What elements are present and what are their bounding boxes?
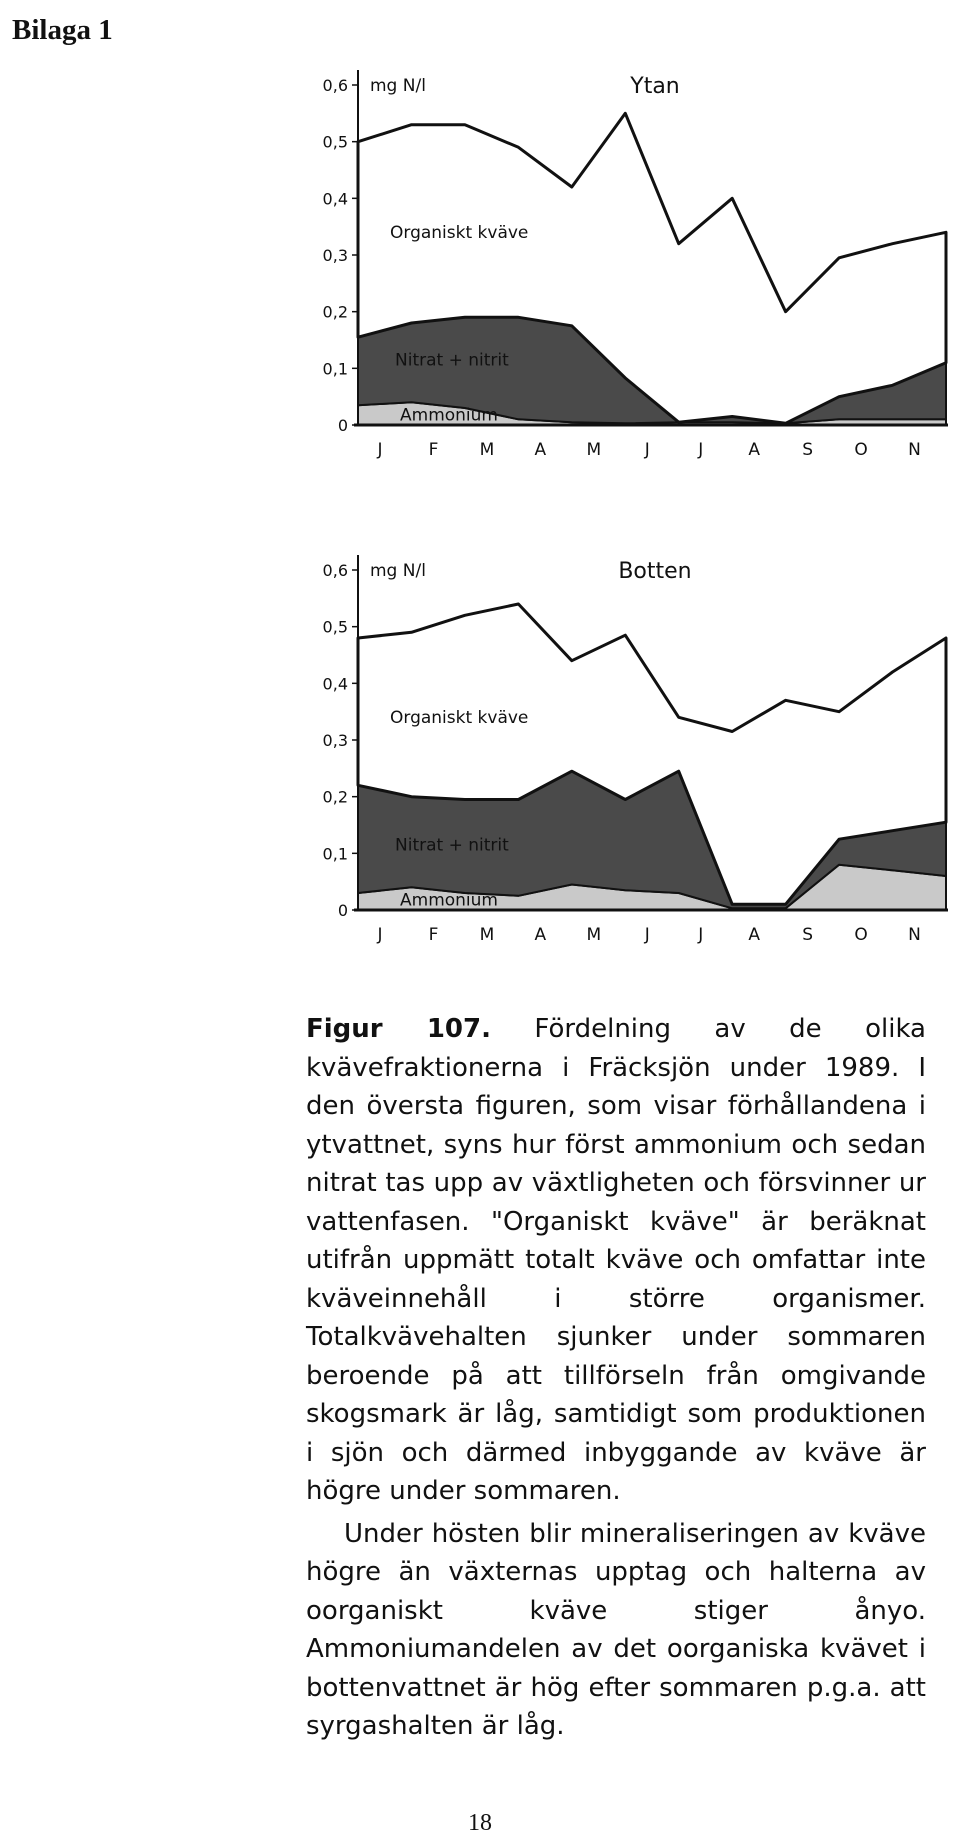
series-label-ytan-2: Nitrat + nitrit [395,350,509,371]
x-tick-label-botten-6: J [698,925,704,945]
figure-caption [306,1010,926,1746]
y-tick-label-ytan-5: 0,5 [322,132,348,152]
x-tick-label-ytan-4: M [586,440,602,460]
x-tick-label-ytan-5: J [644,440,650,460]
x-tick-label-botten-2: M [479,925,495,945]
x-tick-label-ytan-1: F [428,440,439,460]
y-tick-label-ytan-2: 0,2 [322,302,348,322]
y-tick-label-botten-6: 0,6 [322,561,348,580]
x-tick-label-botten-0: J [377,925,383,945]
page-header: Bilaga 1 [12,14,113,46]
y-axis-unit-botten: mg N/l [370,561,426,581]
page-number: 18 [468,1810,492,1836]
x-tick-label-ytan-3: A [534,440,547,460]
x-tick-label-ytan-6: J [698,440,704,460]
x-tick-label-botten-1: F [428,925,439,945]
x-tick-label-botten-3: A [534,925,547,945]
x-tick-label-ytan-9: O [854,440,868,460]
caption-paragraph-1 [306,1010,926,1511]
y-tick-label-botten-2: 0,2 [322,787,348,807]
y-tick-label-botten-3: 0,3 [322,731,348,750]
caption-paragraph-2: Under hösten blir mineraliseringen av kväve högre än växternas upptag och halterna av oorganiskt kväve stiger ånyo. Ammoniumandelen av det oorganiska kvävet i bottenvattnet är hög efter sommaren p.g.a. att syrgashalten är låg. [306,1518,926,1741]
y-tick-label-ytan-1: 0,1 [322,359,348,379]
x-tick-label-ytan-0: J [377,440,383,460]
y-tick-label-botten-4: 0,4 [322,674,348,694]
x-tick-label-ytan-10: N [908,440,921,460]
x-tick-label-botten-9: O [854,925,868,945]
chart-title-botten: Botten [618,559,692,584]
x-tick-label-ytan-2: M [479,440,495,460]
chart-ytan-svg [300,60,960,490]
y-axis-unit-ytan: mg N/l [370,76,426,96]
chart-botten-svg [300,545,960,975]
series-label-ytan-3: Organiskt kväve [390,223,529,243]
series-label-botten-3: Organiskt kväve [390,708,529,728]
y-tick-label-botten-0: 0 [337,901,348,920]
y-tick-label-ytan-6: 0,6 [322,76,348,95]
chart-title-ytan: Ytan [630,74,680,99]
y-tick-label-ytan-4: 0,4 [322,189,348,209]
x-tick-label-botten-8: S [802,925,814,945]
series-label-botten-2: Nitrat + nitrit [395,835,509,856]
x-tick-label-botten-10: N [908,925,921,945]
y-tick-label-ytan-3: 0,3 [322,246,348,265]
chart-botten [300,545,960,975]
x-tick-label-botten-7: A [748,925,761,945]
series-label-ytan-1: Ammonium [400,405,498,426]
figure-label: Figur 107. [306,1014,491,1044]
x-tick-label-ytan-7: A [748,440,761,460]
y-tick-label-botten-5: 0,5 [322,617,348,637]
x-tick-label-botten-4: M [586,925,602,945]
series-label-botten-1: Ammonium [400,890,498,911]
x-tick-label-botten-5: J [644,925,650,945]
chart-ytan [300,60,960,490]
x-tick-label-ytan-8: S [802,440,814,460]
y-tick-label-ytan-0: 0 [337,416,348,435]
y-tick-label-botten-1: 0,1 [322,844,348,864]
caption-text-1: Fördelning av de olika kvävefraktionerna i Fräcksjön under 1989. I den översta figuren, som visar förhållandena i ytvattnet, syns hur först ammonium och sedan nitrat tas upp av växtligheten och försvinner ur vattenfasen. "Organiskt kväve" är beräknat utifrån uppmätt totalt kväve och omfattar inte kväveinnehåll i större organismer. Totalkvävehalten sjunker under sommaren beroende på att tillförseln från omgivande skogsmark är låg, samtidigt som produktionen i sjön och därmed inbyggande av kväve är högre under sommaren. [306,1014,926,1506]
